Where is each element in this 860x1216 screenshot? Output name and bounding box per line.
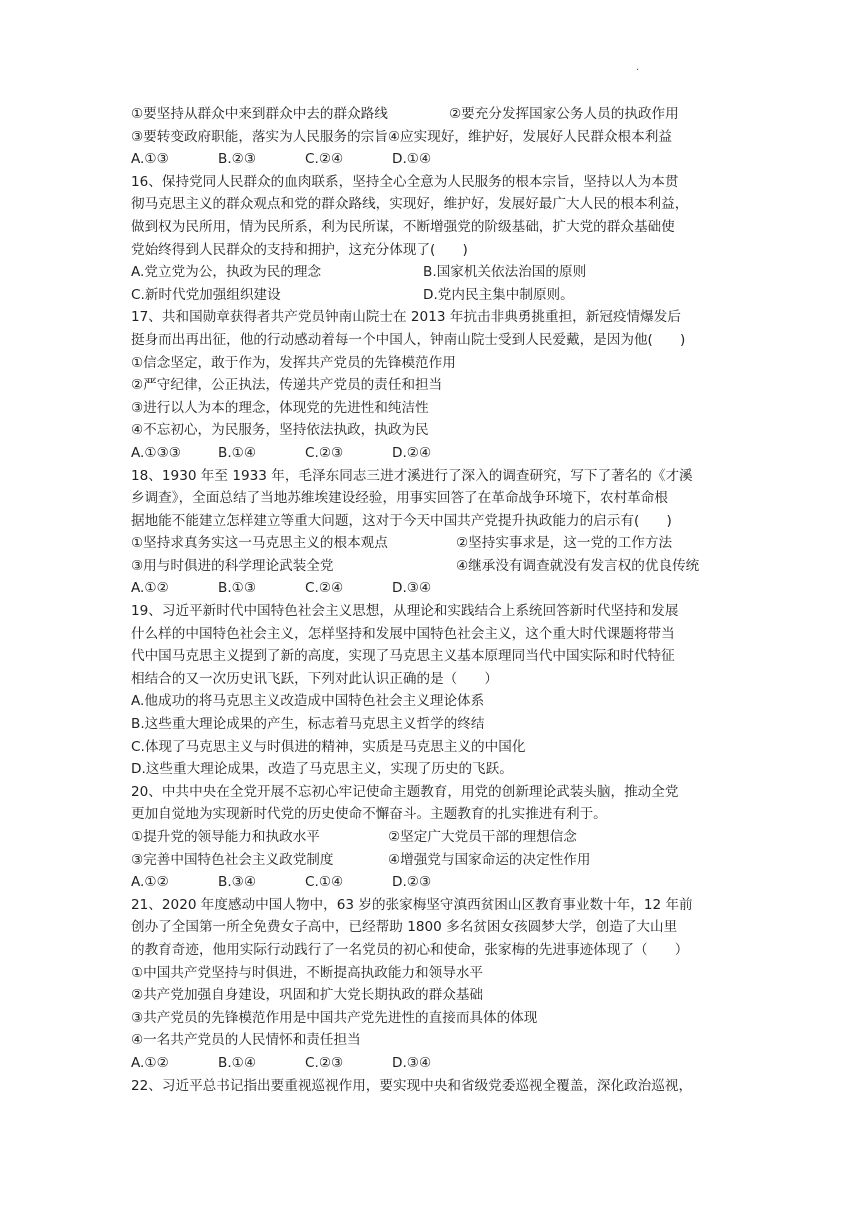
text-line (131, 239, 731, 262)
text-line (131, 261, 731, 284)
text-segment: 什么样的中国特色社会主义，怎样坚持和发展中国特色社会主义，这个重大时代课题将带当 (131, 625, 675, 642)
text-segment: C.体现了马克思主义与时俱进的精神，实质是马克思主义的中国化 (131, 738, 526, 755)
text-line (131, 487, 731, 510)
text-segment: B.①④ (218, 1054, 257, 1071)
text-segment: 18、1930 年至 1933 年，毛泽东同志三进才溪进行了深入的调查研究，写下了著名的《才溪 (131, 467, 693, 484)
text-line (131, 690, 731, 713)
text-line (131, 713, 731, 736)
text-line (131, 849, 731, 872)
text-line (131, 148, 731, 171)
text-segment: 17、共和国勋章获得者共产党员钟南山院士在 2013 年抗击非典勇挑重担，新冠疫情爆发后 (131, 309, 681, 326)
text-segment: C.②④ (305, 151, 344, 168)
text-line (131, 216, 731, 239)
text-line (131, 103, 731, 126)
text-line (131, 126, 731, 149)
text-segment: B.①③ (218, 580, 257, 597)
text-line (131, 871, 731, 894)
text-segment: 的教育奇迹，他用实际行动践行了一名党员的初心和使命，张家梅的先进事迹体现了（ ） (131, 941, 689, 958)
text-line (131, 306, 731, 329)
text-line (131, 1052, 731, 1075)
text-segment: 16、保持党同人民群众的血肉联系，坚持全心全意为人民服务的根本宗旨，坚持以人为本贯 (131, 173, 679, 190)
text-segment: B.①④ (218, 444, 257, 461)
text-segment: D.党内民主集中制原则。 (423, 286, 574, 303)
text-segment: D.这些重大理论成果，改造了马克思主义，实现了历史的飞跃。 (131, 761, 513, 778)
text-segment: 彻马克思主义的群众观点和党的群众路线，实现好，维护好，发展好最广大人民的根本利益， (131, 196, 689, 213)
text-line (131, 171, 731, 194)
document-body (131, 103, 731, 1097)
header-dot: . (636, 62, 640, 73)
text-segment: 乡调查》，全面总结了当地苏维埃建设经验，用事实回答了在革命战争环境下，农村革命根 (131, 490, 668, 507)
text-line (131, 1007, 731, 1030)
text-line (131, 894, 731, 917)
text-line (131, 803, 731, 826)
text-segment: C.①④ (305, 874, 344, 891)
text-line (131, 1075, 731, 1098)
text-segment: ③用与时俱进的科学理论武装全党 (131, 557, 334, 574)
text-line (131, 623, 731, 646)
text-line (131, 577, 731, 600)
text-segment: 更加自觉地为实现新时代党的历史使命不懈奋斗。主题教育的扎实推进有利于。 (131, 806, 607, 823)
text-line (131, 329, 731, 352)
text-segment: 挺身而出再出征，他的行动感动着每一个中国人，钟南山院士受到人民爱戴，是因为他( ) (131, 331, 686, 348)
text-segment: ①提升党的领导能力和执政水平 (131, 829, 320, 845)
text-line (131, 736, 731, 759)
text-segment: ②共产党加强自身建设，巩固和扩大党长期执政的群众基础 (131, 987, 484, 1004)
text-segment: 19、习近平新时代中国特色社会主义思想，从理论和实践结合上系统回答新时代坚持和发展 (131, 603, 679, 620)
text-segment: D.③④ (392, 1054, 432, 1071)
text-segment: ④不忘初心，为民服务，坚持依法执政，执政为民 (131, 422, 429, 439)
text-line (131, 397, 731, 420)
text-segment: ①信念坚定，敢于作为，发挥共产党员的先锋模范作用 (131, 354, 456, 371)
text-line (131, 193, 731, 216)
text-line (131, 419, 731, 442)
text-segment: ②坚持实事求是，这一党的工作方法 (456, 535, 673, 552)
text-segment: ①中国共产党坚持与时俱进，不断提高执政能力和领导水平 (131, 964, 484, 981)
text-segment: B.③④ (218, 874, 257, 891)
text-segment: 22、习近平总书记指出要重视巡视作用，要实现中央和省级党委巡视全覆盖，深化政治巡视， (131, 1077, 693, 1094)
text-line (131, 374, 731, 397)
text-segment: ①要坚持从群众中来到群众中去的群众路线 (131, 106, 388, 122)
text-segment: 创办了全国第一所全免费女子高中，已经帮助 1800 多名贫困女孩圆梦大学，创造了大山里 (131, 919, 678, 936)
text-line (131, 826, 731, 849)
text-segment: ③完善中国特色社会主义政党制度 (131, 851, 334, 868)
text-segment: 相结合的又一次历史讯飞跃，下列对此认识正确的是（ ） (131, 670, 499, 687)
text-line (131, 939, 731, 962)
text-line (131, 284, 731, 307)
text-segment: C.②④ (305, 580, 344, 597)
text-segment: B.②③ (218, 151, 257, 168)
text-segment: ④增强党与国家命运的决定性作用 (388, 851, 591, 868)
text-line (131, 555, 731, 578)
text-segment: A.党立党为公，执政为民的理念 (131, 264, 322, 281)
text-segment: D.③④ (392, 580, 432, 597)
text-segment: ③共产党员的先锋模范作用是中国共产党先进性的直接而具体的体现 (131, 1009, 538, 1026)
text-segment: ④一名共产党员的人民情怀和责任担当 (131, 1032, 361, 1049)
text-segment: ②要充分发挥国家公务人员的执政作用 (449, 106, 679, 122)
text-line (131, 465, 731, 488)
text-segment: ①坚持求真务实这一马克思主义的根本观点 (131, 535, 388, 552)
text-segment: A.他成功的将马克思主义改造成中国特色社会主义理论体系 (131, 693, 485, 710)
text-segment: ④继承没有调查就没有发言权的优良传统 (456, 557, 700, 574)
text-segment: B.国家机关依法治国的原则 (423, 264, 587, 281)
text-line (131, 510, 731, 533)
text-segment: A.①② (131, 874, 169, 891)
text-segment: 党始终得到人民群众的支持和拥护，这充分体现了( ) (131, 241, 468, 258)
text-line (131, 916, 731, 939)
text-segment: C.②③ (305, 1054, 344, 1071)
text-segment: A.①③ (131, 151, 169, 168)
text-segment: 做到权为民所用，情为民所系，利为民所谋，不断增强党的阶级基础，扩大党的群众基础使 (131, 218, 675, 235)
text-segment: 21、2020 年度感动中国人物中，63 岁的张家梅坚守滇西贫困山区教育事业数十年，12 年前 (131, 896, 693, 913)
text-segment: ③进行以人为本的理念，体现党的先进性和纯洁性 (131, 399, 429, 416)
text-line (131, 984, 731, 1007)
text-segment: 20、中共中央在全党开展不忘初心牢记使命主题教育，用党的创新理论武装头脑，推动全党 (131, 783, 679, 800)
text-line (131, 668, 731, 691)
text-segment: 据地能不能建立怎样建立等重大问题，这对于今天中国共产党提升执政能力的启示有( ) (131, 512, 672, 529)
text-segment: A.①③③ (131, 444, 181, 461)
text-segment: A.①② (131, 580, 169, 597)
text-line (131, 600, 731, 623)
text-segment: D.②③ (392, 874, 432, 891)
text-segment: ③要转变政府职能，落实为人民服务的宗旨④应实现好，维护好，发展好人民群众根本利益 (131, 128, 672, 145)
text-segment: A.①② (131, 1054, 169, 1071)
text-segment: D.②④ (392, 444, 432, 461)
text-line (131, 1029, 731, 1052)
text-segment: ②坚定广大党员干部的理想信念 (388, 829, 577, 845)
text-segment: B.这些重大理论成果的产生，标志着马克思主义哲学的终结 (131, 716, 485, 733)
text-segment: C.新时代党加强组织建设 (131, 286, 281, 303)
text-line (131, 645, 731, 668)
text-line (131, 758, 731, 781)
text-line (131, 442, 731, 465)
text-line (131, 962, 731, 985)
text-line (131, 352, 731, 375)
text-segment: 代中国马克思主义提到了新的高度，实现了马克思主义基本原理同当代中国实际和时代特征 (131, 648, 675, 665)
text-segment: D.①④ (392, 151, 432, 168)
text-segment: C.②③ (305, 444, 344, 461)
text-line (131, 532, 731, 555)
text-segment: ②严守纪律，公正执法，传递共产党员的责任和担当 (131, 377, 443, 394)
text-line (131, 781, 731, 804)
